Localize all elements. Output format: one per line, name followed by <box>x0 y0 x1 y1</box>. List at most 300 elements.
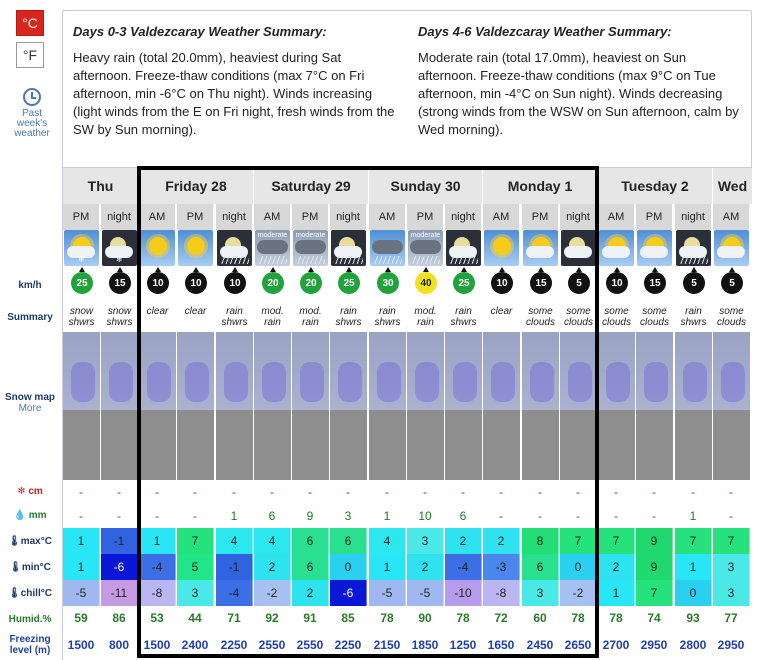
sun-cloud-icon <box>523 230 558 266</box>
wind-direction-icon <box>232 267 238 272</box>
period-label: PM <box>63 204 100 230</box>
forecast-column <box>713 168 750 660</box>
wind-direction-icon <box>538 267 544 272</box>
period-summary: rain shwrs <box>335 306 362 328</box>
moon-rain-icon <box>331 230 366 266</box>
wind-direction-icon <box>117 267 123 272</box>
min-value: 9 <box>636 554 673 580</box>
map-land <box>101 410 138 480</box>
wind-speed-icon <box>377 272 399 294</box>
rain-value: - <box>483 504 520 528</box>
wind-speed-value: 5 <box>691 277 697 289</box>
max-value: 8 <box>522 528 559 554</box>
snow-value: - <box>675 480 712 504</box>
map-precip-overlay <box>606 362 630 402</box>
day-header: Sunday 30 <box>369 168 483 204</box>
min-value: 0 <box>560 554 597 580</box>
max-value: 7 <box>177 528 214 554</box>
snow-map-thumbnail[interactable] <box>445 332 482 480</box>
period-label: AM <box>598 204 635 230</box>
forecast-column <box>445 168 482 660</box>
rain-cloud-icon <box>295 240 326 254</box>
min-value: 1 <box>675 554 712 580</box>
wind-speed-value: 15 <box>649 277 661 289</box>
celsius-button[interactable]: °C <box>16 10 44 36</box>
cloud-icon <box>564 246 592 258</box>
map-precip-overlay <box>185 362 209 402</box>
freezing-label-2: level (m) <box>9 645 51 656</box>
period-label: AM <box>713 204 750 230</box>
max-value: 4 <box>216 528 253 554</box>
wind-speed-value: 15 <box>114 277 126 289</box>
humid-value: 74 <box>636 606 673 630</box>
snow-value: - <box>254 480 291 504</box>
min-value: 1 <box>369 554 406 580</box>
summary-row-label: Summary <box>7 312 53 323</box>
snow-map-thumbnail[interactable] <box>139 332 176 480</box>
chill-value: -8 <box>483 580 520 606</box>
map-precip-overlay <box>262 362 286 402</box>
max-value: 2 <box>445 528 482 554</box>
period-label: night <box>216 204 253 230</box>
period-summary: clear <box>146 306 169 317</box>
max-value: 9 <box>636 528 673 554</box>
snow-value: - <box>330 480 367 504</box>
map-precip-overlay <box>147 362 171 402</box>
freezing-value: 2950 <box>713 630 750 660</box>
chill-value: 7 <box>636 580 673 606</box>
humid-value: 78 <box>369 606 406 630</box>
cloud-sun-snow-icon <box>64 230 99 266</box>
chill-value: -11 <box>101 580 138 606</box>
cloud-icon <box>640 246 668 258</box>
humid-row-label: Humid.% <box>8 614 52 625</box>
wind-direction-icon <box>729 267 735 272</box>
freezing-value: 1850 <box>407 630 444 660</box>
snow-map-thumbnail[interactable] <box>483 332 520 480</box>
map-land <box>636 410 673 480</box>
chill-unit: chill°C <box>20 588 52 599</box>
cloud-icon <box>526 246 554 258</box>
snow-value: - <box>483 480 520 504</box>
raindrops-icon <box>297 256 325 264</box>
rain-value: 1 <box>675 504 712 528</box>
period-summary: mod. rain <box>299 306 322 328</box>
min-value: -6 <box>101 554 138 580</box>
wind-speed-icon <box>415 272 437 294</box>
wind-speed-icon <box>338 272 360 294</box>
snow-unit: cm <box>28 486 43 497</box>
snow-map-thumbnail[interactable] <box>330 332 367 480</box>
wind-speed-value: 10 <box>190 277 202 289</box>
moderate-rain-icon <box>293 230 328 266</box>
forecast-column <box>598 168 635 660</box>
map-precip-overlay <box>721 362 745 402</box>
period-summary: snow shwrs <box>68 306 95 328</box>
freezing-value: 2400 <box>177 630 214 660</box>
rain-row-label <box>0 510 60 521</box>
wind-speed-value: 25 <box>458 277 470 289</box>
humid-value: 60 <box>522 606 559 630</box>
snow-value: - <box>598 480 635 504</box>
map-land <box>675 410 712 480</box>
snowmap-label: Snow map <box>4 392 55 403</box>
summary-days-4-6 <box>418 23 748 139</box>
min-value: 5 <box>177 554 214 580</box>
map-precip-overlay <box>530 362 554 402</box>
summary-days-4-6-title: Days 4-6 Valdezcaray Weather Summary: <box>418 24 672 39</box>
summary-days-0-3-title: Days 0-3 Valdezcaray Weather Summary: <box>73 24 327 39</box>
map-land <box>407 410 444 480</box>
map-precip-overlay <box>109 362 133 402</box>
moderate-rain-icon <box>255 230 290 266</box>
max-value: 4 <box>254 528 291 554</box>
map-precip-overlay <box>453 362 477 402</box>
wind-speed-icon <box>224 272 246 294</box>
map-land <box>560 410 597 480</box>
wind-speed-icon <box>262 272 284 294</box>
snow-map-thumbnail[interactable] <box>177 332 214 480</box>
snowmap-more-link[interactable]: More <box>18 403 42 414</box>
chill-value: 1 <box>598 580 635 606</box>
rain-value: - <box>560 504 597 528</box>
humid-value: 72 <box>483 606 520 630</box>
wind-speed-value: 30 <box>382 277 394 289</box>
humid-value: 93 <box>675 606 712 630</box>
chill-value: 3 <box>522 580 559 606</box>
min-value: 2 <box>598 554 635 580</box>
rain-value: - <box>139 504 176 528</box>
snow-map-thumbnail[interactable] <box>522 332 559 480</box>
period-label: AM <box>254 204 291 230</box>
min-value: 1 <box>63 554 100 580</box>
chill-value: -2 <box>560 580 597 606</box>
past-weather-link[interactable] <box>6 88 58 139</box>
moon-rain-icon <box>217 230 252 266</box>
snow-map-thumbnail[interactable] <box>675 332 712 480</box>
freezing-value: 2450 <box>522 630 559 660</box>
min-value: -4 <box>445 554 482 580</box>
clock-icon <box>23 88 41 106</box>
forecast-column <box>407 168 444 660</box>
chill-value: 3 <box>177 580 214 606</box>
max-value: 7 <box>598 528 635 554</box>
period-summary: some clouds <box>640 306 669 328</box>
day-header: Wed <box>713 168 753 204</box>
wind-speed-value: 40 <box>420 277 432 289</box>
map-precip-overlay <box>224 362 248 402</box>
freezing-value: 1650 <box>483 630 520 660</box>
sun-icon <box>493 237 511 255</box>
forecast-column <box>254 168 291 660</box>
forecast-column <box>177 168 214 660</box>
snow-map-thumbnail[interactable] <box>560 332 597 480</box>
map-land <box>598 410 635 480</box>
map-land <box>139 410 176 480</box>
rain-cloud-icon <box>372 240 403 254</box>
wind-speed-value: 5 <box>729 277 735 289</box>
rain-value: - <box>636 504 673 528</box>
humid-value: 90 <box>407 606 444 630</box>
max-value: 2 <box>483 528 520 554</box>
icon-caption: moderate <box>257 232 288 239</box>
snowflake-icon: ❄ <box>17 486 29 497</box>
weather-summary-panel <box>62 10 752 168</box>
thermometer-icon: 🌡 <box>8 588 21 599</box>
wind-speed-icon <box>453 272 475 294</box>
rain-value: 6 <box>445 504 482 528</box>
past-label-2: week's <box>16 118 48 129</box>
day-header: Saturday 29 <box>254 168 369 204</box>
snow-map-thumbnail[interactable] <box>216 332 253 480</box>
icon-caption: moderate <box>295 232 326 239</box>
wind-speed-icon <box>300 272 322 294</box>
min-value: 6 <box>292 554 329 580</box>
snowflake-icon: ❄ <box>78 255 85 264</box>
wind-speed-value: 25 <box>343 277 355 289</box>
period-summary: some clouds <box>526 306 555 328</box>
humid-value: 86 <box>101 606 138 630</box>
period-summary: rain shwrs <box>221 306 248 328</box>
wind-speed-value: 15 <box>535 277 547 289</box>
thermometer-icon: 🌡 <box>9 562 22 573</box>
period-label: night <box>330 204 367 230</box>
moon-snow-icon <box>102 230 137 266</box>
wind-direction-icon <box>270 267 276 272</box>
raindrops-icon <box>680 256 708 264</box>
period-label: night <box>445 204 482 230</box>
max-value: 1 <box>139 528 176 554</box>
wind-direction-icon <box>193 267 199 272</box>
snowflake-icon: ❄ <box>116 255 123 264</box>
wind-direction-icon <box>499 267 505 272</box>
wind-speed-icon <box>530 272 552 294</box>
rain-value: - <box>101 504 138 528</box>
moon-rain-icon <box>446 230 481 266</box>
wind-row-label: km/h <box>18 280 42 291</box>
summary-days-0-3-text: Heavy rain (total 20.0mm), heaviest during Sat afternoon. Freeze-thaw conditions (max 7°C on Fri afternoon, min -6°C on Thu night). Winds increasing (light winds from the E on Fri night, fresh winds from the SW by Sun morning). <box>73 50 395 137</box>
snow-map-thumbnail[interactable] <box>101 332 138 480</box>
snow-map-thumbnail[interactable] <box>254 332 291 480</box>
cloud-icon <box>602 246 630 258</box>
wind-speed-icon <box>683 272 705 294</box>
rain-value: - <box>177 504 214 528</box>
forecast-column <box>483 168 520 660</box>
freezing-value: 2150 <box>369 630 406 660</box>
map-precip-overlay <box>568 362 592 402</box>
period-summary: some clouds <box>717 306 746 328</box>
period-summary: clear <box>184 306 207 317</box>
min-value: -4 <box>139 554 176 580</box>
rain-value: - <box>598 504 635 528</box>
min-value: -1 <box>216 554 253 580</box>
map-land <box>216 410 253 480</box>
forecast-column <box>369 168 406 660</box>
humid-value: 78 <box>445 606 482 630</box>
map-precip-overlay <box>71 362 95 402</box>
snow-value: - <box>636 480 673 504</box>
raindrops-icon <box>450 256 478 264</box>
wind-direction-icon <box>691 267 697 272</box>
chill-value: -10 <box>445 580 482 606</box>
freezing-value: 2700 <box>598 630 635 660</box>
max-value: 7 <box>675 528 712 554</box>
min-value: 2 <box>407 554 444 580</box>
map-land <box>254 410 291 480</box>
rain-value: 6 <box>254 504 291 528</box>
rain-value: 1 <box>369 504 406 528</box>
summary-days-0-3 <box>73 23 403 139</box>
map-precip-overlay <box>683 362 707 402</box>
period-label: PM <box>636 204 673 230</box>
chill-value: 3 <box>713 580 750 606</box>
max-value: 4 <box>369 528 406 554</box>
humid-value: 77 <box>713 606 750 630</box>
forecast-column <box>216 168 253 660</box>
wind-direction-icon <box>385 267 391 272</box>
map-land <box>369 410 406 480</box>
past-label-1: Past <box>21 108 42 119</box>
period-summary: snow shwrs <box>106 306 133 328</box>
day-header: Thu <box>63 168 139 204</box>
sun-cloud-icon <box>637 230 672 266</box>
wind-speed-icon <box>644 272 666 294</box>
snow-map-thumbnail[interactable] <box>598 332 635 480</box>
snow-value: - <box>407 480 444 504</box>
wind-speed-value: 10 <box>229 277 241 289</box>
day-header: Tuesday 2 <box>598 168 713 204</box>
wind-speed-icon <box>147 272 169 294</box>
summary-days-4-6-text: Moderate rain (total 17.0mm), heaviest on Sun afternoon. Freeze-thaw conditions (max 9°C on Tue afternoon, min -4°C on Sun night). Winds decreasing (strong winds from the WSW on Sun afternoon, calm by Wed morning). <box>418 50 739 137</box>
snow-map-thumbnail[interactable] <box>63 332 100 480</box>
freezing-row-label <box>0 634 60 656</box>
min-unit: min°C <box>21 562 51 573</box>
sun-cloud-icon <box>714 230 749 266</box>
wind-speed-value: 20 <box>305 277 317 289</box>
snow-value: - <box>292 480 329 504</box>
cloud-icon <box>717 246 745 258</box>
map-land <box>483 410 520 480</box>
max-row-label <box>0 536 60 547</box>
forecast-column <box>101 168 138 660</box>
rain-value: 1 <box>216 504 253 528</box>
map-precip-overlay <box>415 362 439 402</box>
wind-direction-icon <box>614 267 620 272</box>
freezing-value: 2250 <box>216 630 253 660</box>
freezing-label-1: Freezing <box>9 634 51 645</box>
min-row-label <box>0 562 60 573</box>
humid-value: 53 <box>139 606 176 630</box>
raindrops-icon <box>374 256 402 264</box>
raindrops-icon <box>412 256 440 264</box>
wind-direction-icon <box>346 267 352 272</box>
period-label: PM <box>177 204 214 230</box>
period-label: PM <box>292 204 329 230</box>
snow-value: - <box>369 480 406 504</box>
humid-value: 44 <box>177 606 214 630</box>
wind-speed-value: 10 <box>496 277 508 289</box>
humid-value: 78 <box>560 606 597 630</box>
past-label-3: weather <box>14 128 50 139</box>
freezing-value: 1250 <box>445 630 482 660</box>
wind-speed-icon <box>71 272 93 294</box>
rain-value: - <box>522 504 559 528</box>
period-summary: mod. rain <box>261 306 284 328</box>
chill-value: 2 <box>292 580 329 606</box>
freezing-value: 2550 <box>292 630 329 660</box>
raindrop-icon: 💧 <box>13 510 29 521</box>
forecast-column <box>330 168 367 660</box>
snow-map-thumbnail[interactable] <box>292 332 329 480</box>
rain-value: 3 <box>330 504 367 528</box>
snow-value: - <box>177 480 214 504</box>
sun-icon <box>149 237 167 255</box>
moon-cloud-icon <box>561 230 596 266</box>
snow-value: - <box>445 480 482 504</box>
day-header: Monday 1 <box>483 168 598 204</box>
snow-map-thumbnail[interactable] <box>369 332 406 480</box>
cloud-rain-icon <box>370 230 405 266</box>
snow-map-thumbnail[interactable] <box>407 332 444 480</box>
rain-value: - <box>713 504 750 528</box>
chill-value: -5 <box>63 580 100 606</box>
wind-speed-value: 10 <box>611 277 623 289</box>
humid-value: 91 <box>292 606 329 630</box>
max-value: 6 <box>330 528 367 554</box>
sun-icon <box>140 230 175 266</box>
period-label: night <box>560 204 597 230</box>
forecast-column <box>636 168 673 660</box>
period-summary: rain shwrs <box>680 306 707 328</box>
snow-map-thumbnail[interactable] <box>713 332 750 480</box>
fahrenheit-button[interactable]: °F <box>16 42 44 68</box>
map-precip-overlay <box>644 362 668 402</box>
raindrops-icon <box>259 256 287 264</box>
min-value: 6 <box>522 554 559 580</box>
period-summary: some clouds <box>564 306 593 328</box>
chill-value: -2 <box>254 580 291 606</box>
forecast-column <box>292 168 329 660</box>
max-unit: max°C <box>20 536 52 547</box>
period-label: AM <box>483 204 520 230</box>
rain-value: 10 <box>407 504 444 528</box>
wind-speed-value: 25 <box>76 277 88 289</box>
snow-map-thumbnail[interactable] <box>636 332 673 480</box>
chill-value: 0 <box>675 580 712 606</box>
map-land <box>292 410 329 480</box>
rain-cloud-icon <box>257 240 288 254</box>
wind-direction-icon <box>461 267 467 272</box>
icon-caption: moderate <box>410 232 441 239</box>
forecast-column <box>675 168 712 660</box>
moon-rain-icon <box>676 230 711 266</box>
period-label: AM <box>369 204 406 230</box>
raindrops-icon <box>335 256 363 264</box>
day-header: Friday 28 <box>139 168 254 204</box>
snow-row-label <box>0 486 60 497</box>
freezing-value: 2950 <box>636 630 673 660</box>
snow-value: - <box>560 480 597 504</box>
humid-value: 92 <box>254 606 291 630</box>
sun-icon <box>484 230 519 266</box>
map-precip-overlay <box>377 362 401 402</box>
wind-direction-icon <box>79 267 85 272</box>
max-value: -1 <box>101 528 138 554</box>
period-summary: some clouds <box>602 306 631 328</box>
chill-value: -4 <box>216 580 253 606</box>
freezing-value: 2250 <box>330 630 367 660</box>
min-value: -3 <box>483 554 520 580</box>
